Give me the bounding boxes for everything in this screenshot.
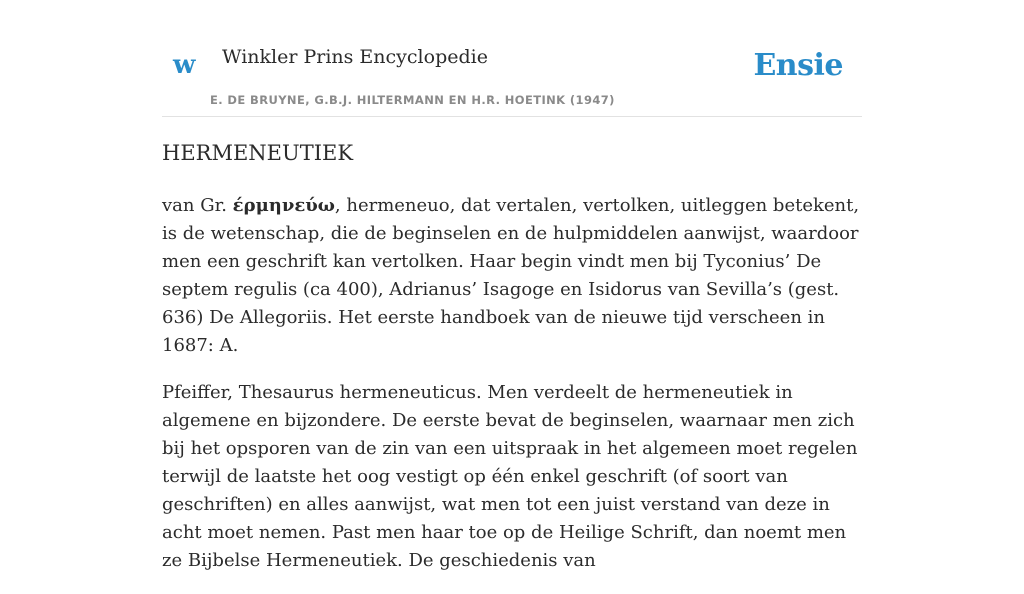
- work-authors: E. DE BRUYNE, G.B.J. HILTERMANN EN H.R. HOETINK (1947): [210, 93, 615, 107]
- p1-prefix: van Gr.: [162, 195, 233, 216]
- work-header: [162, 0, 862, 117]
- work-title-link[interactable]: Winkler Prins Encyclopedie: [222, 46, 488, 68]
- entry-paragraph-2: Pfeiffer, Thesaurus hermeneuticus. Men verdeelt de hermeneutiek in algemene en bijzondere. De eerste bevat de beginselen, waarnaar men zich bij het opsporen van de zin van een uitspraak in het algemeen moet regelen terwijl de laatste het oog vestigt op één enkel geschrift (of soort van geschriften) en alles aanwijst, wat men tot een juist verstand van deze in acht moet nemen. Past men haar toe op de Heilige Schrift, dan noemt men ze Bijbelse Hermeneutiek. De geschiedenis van: [162, 382, 858, 571]
- content-container: [162, 0, 862, 571]
- work-logo-w[interactable]: w: [173, 50, 196, 80]
- entry-body: [162, 192, 862, 594]
- entry-title: HERMENEUTIEK: [162, 141, 354, 165]
- entry-paragraph-1: [162, 192, 862, 360]
- greek-term: έρμηνεύω: [232, 195, 335, 216]
- p1-rest: , hermeneuo, dat vertalen, vertolken, uitleggen betekent, is de wetenschap, die de beginselen en de hulpmiddelen aanwijst, waardoor men een geschrift kan vertolken. Haar begin vindt men bij Tyconius’ De septem regulis (ca 400), Adrianus’ Isagoge en Isidorus van Sevilla’s (gest. 636) De Allegoriis. Het eerste handboek van de nieuwe tijd verscheen in 1687: A.: [162, 195, 860, 356]
- ensie-logo-link[interactable]: Ensie: [753, 48, 843, 83]
